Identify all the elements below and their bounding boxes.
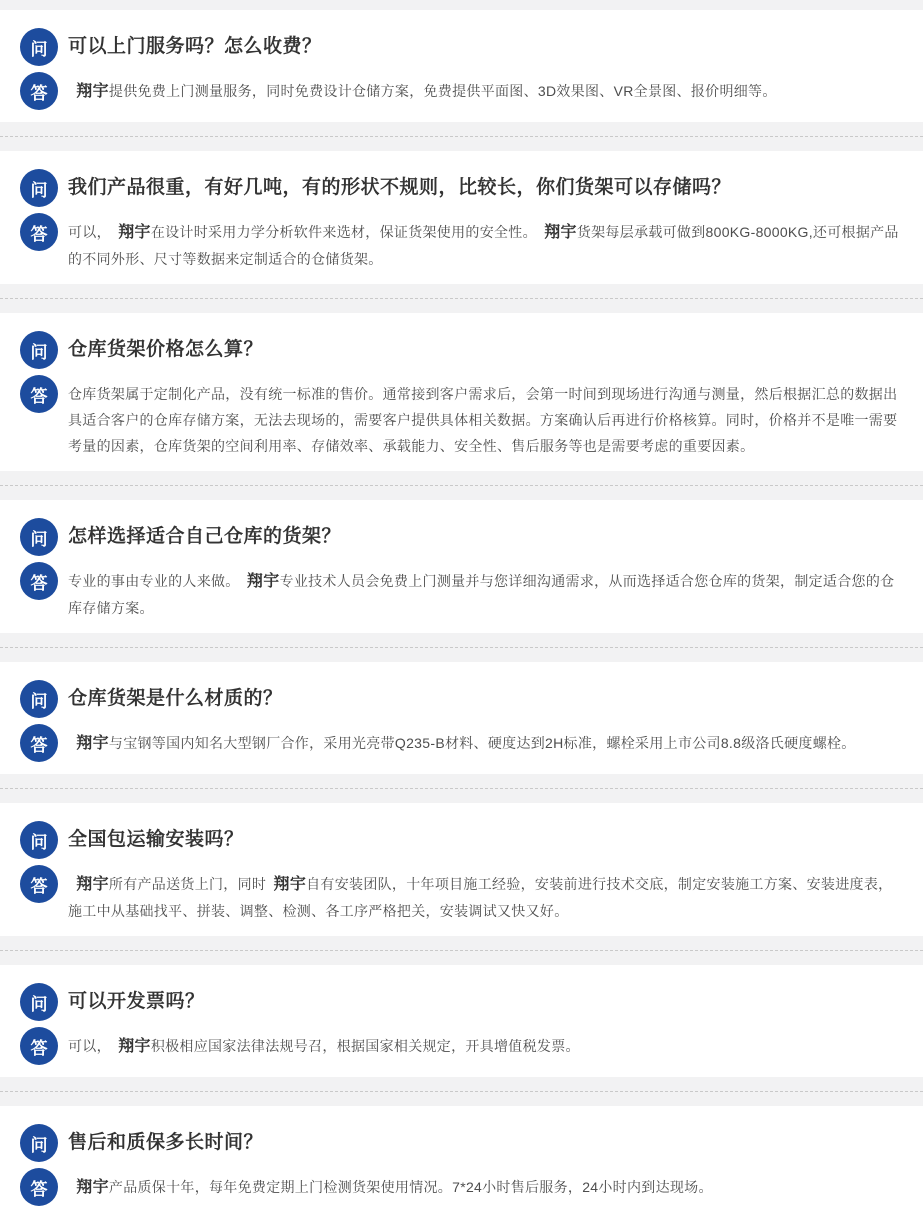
- faq-card: [0, 1106, 923, 1218]
- faq-card: [0, 10, 923, 122]
- faq-card: [0, 500, 923, 633]
- question-title: 我们产品很重，有好几吨，有的形状不规则，比较长，你们货架可以存储吗？: [68, 177, 732, 198]
- faq-answer-row: [20, 724, 905, 762]
- question-title: 怎样选择适合自己仓库的货架？: [68, 526, 342, 547]
- answer-text: [68, 562, 905, 621]
- brand-name: 翔宇: [68, 735, 109, 752]
- brand-name: 翔宇: [118, 1038, 151, 1055]
- answer-segment: 产品质保十年，每年免费定期上门检测货架使用情况。7*24小时售后服务，24小时内到达现场。: [108, 1179, 713, 1195]
- answer-segment: 可以，: [68, 1038, 119, 1054]
- answer-badge-icon: 答: [20, 562, 58, 600]
- dashed-divider: [0, 1091, 923, 1092]
- answer-badge-icon: 答: [20, 375, 58, 413]
- question-badge-icon: 问: [20, 1124, 58, 1162]
- question-badge-icon: 问: [20, 821, 58, 859]
- answer-badge-icon: 答: [20, 1168, 58, 1206]
- brand-name: 翔宇: [118, 224, 151, 241]
- dashed-divider: [0, 647, 923, 648]
- faq-question-row: [20, 28, 905, 66]
- answer-segment: 积极相应国家法律法规号召，根据国家相关规定，开具增值税发票。: [150, 1038, 580, 1054]
- faq-question-row: [20, 518, 905, 556]
- answer-segment: 与宝钢等国内知名大型钢厂合作，采用光亮带Q235-B材料、硬度达到2H标准，螺栓采用上市公司8.8级洛氏硬度螺栓。: [108, 735, 856, 751]
- answer-text: [68, 1027, 580, 1060]
- question-title: 可以开发票吗？: [68, 991, 205, 1012]
- faq-card: [0, 803, 923, 936]
- faq-answer-row: [20, 213, 905, 272]
- faq-question-row: [20, 680, 905, 718]
- dashed-divider: [0, 788, 923, 789]
- question-badge-icon: 问: [20, 518, 58, 556]
- dashed-divider: [0, 298, 923, 299]
- answer-badge-icon: 答: [20, 865, 58, 903]
- faq-answer-row: [20, 72, 905, 110]
- question-title: 售后和质保多长时间？: [68, 1132, 264, 1153]
- dashed-divider: [0, 485, 923, 486]
- answer-segment: 专业的事由专业的人来做。: [68, 573, 247, 589]
- answer-segment: 提供免费上门测量服务，同时免费设计仓储方案，免费提供平面图、3D效果图、VR全景图、报价明细等。: [108, 83, 777, 99]
- faq-answer-row: [20, 375, 905, 459]
- faq-card: [0, 151, 923, 284]
- answer-badge-icon: 答: [20, 72, 58, 110]
- faq-question-row: [20, 1124, 905, 1162]
- answer-badge-icon: 答: [20, 724, 58, 762]
- answer-text: [68, 724, 856, 757]
- faq-list: [0, 10, 923, 1218]
- question-badge-icon: 问: [20, 680, 58, 718]
- answer-segment: 自有安装团队，十年项目施工经验，安装前进行技术交底，制定安装施工方案、安装进度表，施工中从基础找平、拼装、调整、检测、各工序严格把关，安装调试又快又好。: [68, 876, 893, 919]
- faq-question-row: [20, 331, 905, 369]
- answer-segment: 仓库货架属于定制化产品，没有统一标准的售价。通常接到客户需求后，会第一时间到现场进行沟通与测量，然后根据汇总的数据出具适合客户的仓库存储方案，无法去现场的，需要客户提供具体相关数据。方案确认后再进行价格核算。同时，价格并不是唯一需要考量的因素，仓库货架的空间利用率、存储效率、承载能力、安全性、售后服务等也是需要考虑的重要因素。: [68, 386, 898, 454]
- brand-name: 翔宇: [246, 573, 280, 590]
- answer-badge-icon: 答: [20, 1027, 58, 1065]
- question-title: 仓库货架是什么材质的？: [68, 688, 283, 709]
- answer-text: [68, 375, 905, 459]
- brand-name: 翔宇: [68, 1179, 109, 1196]
- answer-text: [68, 1168, 713, 1201]
- question-title: 可以上门服务吗？怎么收费？: [68, 36, 322, 57]
- faq-answer-row: [20, 1027, 905, 1065]
- brand-name: 翔宇: [544, 224, 577, 241]
- faq-answer-row: [20, 865, 905, 924]
- question-badge-icon: 问: [20, 28, 58, 66]
- faq-question-row: [20, 983, 905, 1021]
- answer-text: [68, 213, 905, 272]
- faq-card: [0, 965, 923, 1077]
- question-badge-icon: 问: [20, 331, 58, 369]
- answer-text: [68, 72, 777, 105]
- question-badge-icon: 问: [20, 983, 58, 1021]
- faq-answer-row: [20, 1168, 905, 1206]
- dashed-divider: [0, 136, 923, 137]
- answer-segment: 可以，: [68, 224, 119, 240]
- answer-text: [68, 865, 905, 924]
- brand-name: 翔宇: [68, 83, 109, 100]
- faq-question-row: [20, 169, 905, 207]
- answer-badge-icon: 答: [20, 213, 58, 251]
- answer-segment: 专业技术人员会免费上门测量并与您详细沟通需求，从而选择适合您仓库的货架，制定适合您的仓库存储方案。: [68, 573, 895, 616]
- answer-segment: 货架每层承载可做到800KG-8000KG,还可根据产品的不同外形、尺寸等数据来定制适合的仓储货架。: [68, 224, 899, 267]
- dashed-divider: [0, 950, 923, 951]
- question-badge-icon: 问: [20, 169, 58, 207]
- brand-name: 翔宇: [273, 876, 307, 893]
- brand-name: 翔宇: [68, 876, 109, 893]
- question-title: 全国包运输安装吗？: [68, 829, 244, 850]
- faq-card: [0, 662, 923, 774]
- faq-card: [0, 313, 923, 471]
- faq-question-row: [20, 821, 905, 859]
- question-title: 仓库货架价格怎么算？: [68, 339, 264, 360]
- faq-answer-row: [20, 562, 905, 621]
- answer-segment: 在设计时采用力学分析软件来选材，保证货架使用的安全性。: [150, 224, 545, 240]
- answer-segment: 所有产品送货上门，同时: [108, 876, 274, 892]
